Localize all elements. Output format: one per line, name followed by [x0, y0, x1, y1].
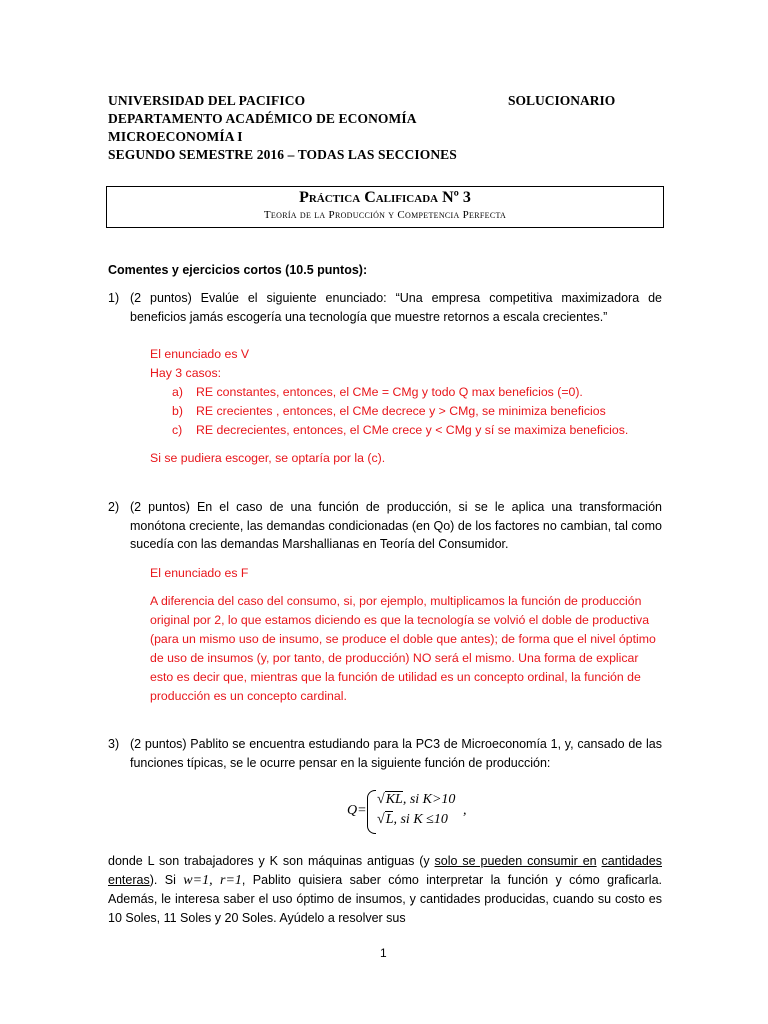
section-heading: Comentes y ejercicios cortos (10.5 puntos): [108, 263, 368, 277]
production-function-formula: Q= √KL, si K>10 √L, si K ≤10 , [345, 788, 485, 838]
question-1-text: (2 puntos) Evalúe el siguiente enunciado: “Una empresa competitiva maximizadora de beneficios jamás escogería una tecnología que muestre retornos a escala crecientes.” [130, 291, 662, 324]
question-3-continuation: donde L son trabajadores y K son máquinas antiguas (y solo se pueden consumir en cantidades enteras). Si w=1, r=1, Pablito quisiera saber cómo interpretar la función y cómo graficarla. Además, le interesa saber el uso óptimo de insumos, y cantidades producidas, cuando su costo es 10 Soles, 11 Soles y 20 Soles. Ayúdelo a resolver sus [108, 854, 662, 925]
question-3-number: 3) [108, 737, 120, 751]
answer-1-conclusion: Si se pudiera escoger, se optaría por la (c). [150, 451, 386, 465]
answer-2-explanation: A diferencia del caso del consumo, si, por ejemplo, multiplicamos la función de producción original por 2, lo que estamos diciendo es que la tecnología se volvió el doble de productiva (para un mismo uso de insumo, se produce el doble que antes); de forma que el nivel óptimo de uso de insumos (y, por tanto, de producción) NO será el mismo. Una forma de explicar esto es decir que, mientras que la función de utilidad es un concepto ordinal, la función de producción es un concepto cardinal. [150, 594, 656, 703]
page-number: 1 [380, 946, 387, 960]
header-university: UNIVERSIDAD DEL PACIFICO [108, 93, 306, 108]
header-department: DEPARTAMENTO ACADÉMICO DE ECONOMÍA [108, 111, 417, 126]
question-2-text: (2 puntos) En el caso de una función de producción, si se le aplica una transformación monótona creciente, las demandas condicionadas (en Qo) de los factores no cambian, tal como sucedía con las demandas Marshallianas en Teoría del Consumidor. [130, 500, 662, 551]
question-3 [108, 735, 662, 772]
answer-1-verdict: El enunciado es V [150, 347, 250, 361]
answer-2-verdict: El enunciado es F [150, 566, 249, 580]
list-item: a) RE constantes, entonces, el CMe = CMg y todo Q max beneficios (=0). [172, 385, 583, 399]
header-solucionario: SOLUCIONARIO [508, 93, 616, 108]
header-course: MICROECONOMÍA I [108, 129, 243, 144]
title-subtitle: Teoría de la Producción y Competencia Perfecta [263, 209, 507, 221]
formula-case-2: √L, si K ≤10 [377, 812, 448, 827]
left-brace [367, 790, 376, 834]
question-1 [108, 289, 662, 326]
title-box [106, 186, 664, 228]
list-item: c) RE decrecientes, entonces, el CMe crece y < CMg y sí se maximiza beneficios. [172, 423, 629, 437]
question-2-number: 2) [108, 500, 120, 514]
question-3-text: (2 puntos) Pablito se encuentra estudiando para la PC3 de Microeconomía 1, y, cansado de las funciones típicas, se le ocurre pensar en la siguiente función de producción: [130, 737, 662, 770]
answer-1-list [172, 383, 628, 440]
header-semester: SEGUNDO SEMESTRE 2016 – TODAS LAS SECCIONES [108, 147, 457, 162]
question-1-number: 1) [108, 291, 120, 305]
title-main: Práctica Calificada Nº 3 [299, 189, 471, 206]
list-item: b) RE crecientes , entonces, el CMe decrece y > CMg, se minimiza beneficios [172, 404, 606, 418]
formula-case-1: √KL, si K>10 [377, 792, 456, 807]
answer-1-cases: Hay 3 casos: [150, 366, 222, 380]
question-2 [108, 498, 662, 554]
answer-1 [150, 345, 670, 383]
